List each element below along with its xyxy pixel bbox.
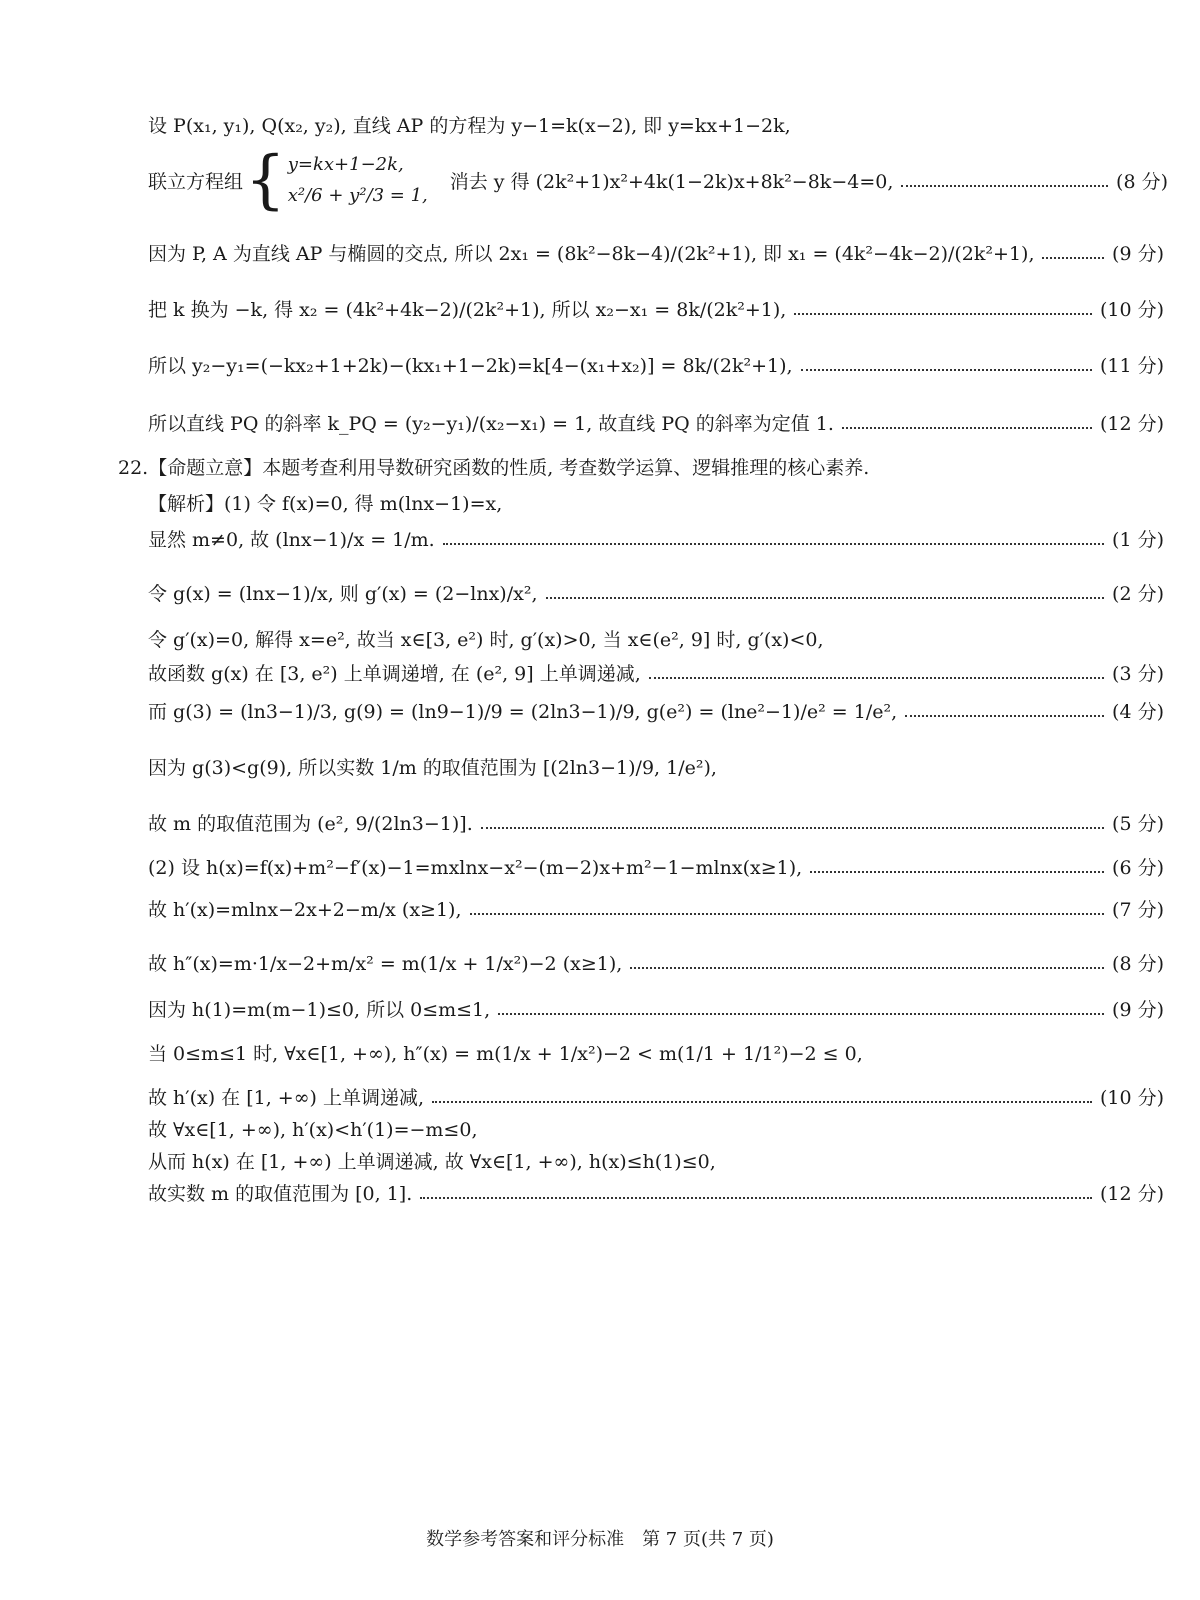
solution-line <box>148 988 1164 1028</box>
problem-heading <box>118 446 1164 486</box>
score-leader <box>432 1101 1092 1103</box>
score-label: (8 分) <box>1112 952 1164 975</box>
solution-text: 因为 P, A 为直线 AP 与椭圆的交点, 所以 2x₁ = (8k²−8k−4)/(2k²+1), 即 x₁ = (4k²−4k−2)/(2k²+1), <box>148 242 1035 265</box>
equation-system <box>288 154 428 206</box>
solution-text: 把 k 换为 −k, 得 x₂ = (4k²+4k−2)/(2k²+1), 所以 x₂−x₁ = 8k/(2k²+1), <box>148 298 787 321</box>
score-label: (11 分) <box>1099 354 1164 377</box>
solution-text: 故 h′(x) 在 [1, +∞) 上单调递减, <box>148 1086 425 1109</box>
score-label: (12 分) <box>1099 412 1164 435</box>
solution-line <box>148 942 1164 982</box>
solution-text: 因为 h(1)=m(m−1)≤0, 所以 0≤m≤1, <box>148 998 491 1021</box>
solution-text: 显然 m≠0, 故 (lnx−1)/x = 1/m. <box>148 528 435 551</box>
solution-text: (2) 设 h(x)=f(x)+m²−f′(x)−1=mxlnx−x²−(m−2)x+m²−1−mlnx(x≥1), <box>148 856 803 879</box>
score-leader <box>498 1013 1104 1015</box>
score-leader <box>810 871 1104 873</box>
solution-text: 令 g′(x)=0, 解得 x=e², 故当 x∈[3, e²) 时, g′(x)>0, 当 x∈(e², 9] 时, g′(x)<0, <box>148 628 824 651</box>
score-leader <box>546 597 1105 599</box>
score-leader <box>905 715 1104 717</box>
solution-line <box>148 1032 1164 1072</box>
solution-text: 故 h′(x)=mlnx−2x+2−m/x (x≥1), <box>148 898 462 921</box>
solution-text: 故函数 g(x) 在 [3, e²) 上单调递增, 在 (e², 9] 上单调递减, <box>148 662 641 685</box>
score-leader <box>470 913 1105 915</box>
score-label: (4 分) <box>1112 700 1164 723</box>
solution-line <box>148 482 1164 522</box>
score-leader <box>801 369 1092 371</box>
score-leader <box>901 185 1108 187</box>
solution-text: 当 0≤m≤1 时, ∀x∈[1, +∞), h″(x) = m(1/x + 1/x²)−2 < m(1/1 + 1/1²)−2 ≤ 0, <box>148 1042 863 1065</box>
score-leader <box>481 827 1104 829</box>
solution-text: 故 h″(x)=m·1/x−2+m/x² = m(1/x + 1/x²)−2 (x≥1), <box>148 952 623 975</box>
solution-line <box>148 690 1164 730</box>
system-prefix: 联立方程组 <box>148 170 244 193</box>
solution-line <box>148 104 1164 144</box>
score-label: (8 分) <box>1116 170 1168 193</box>
solution-text: 设 P(x₁, y₁), Q(x₂, y₂), 直线 AP 的方程为 y−1=k(x−2), 即 y=kx+1−2k, <box>148 114 791 137</box>
solution-line <box>148 888 1164 928</box>
solution-line <box>148 572 1164 612</box>
solution-line <box>148 232 1164 272</box>
score-leader <box>630 967 1104 969</box>
solution-line <box>148 802 1164 842</box>
page-footer: 数学参考答案和评分标准 第 7 页(共 7 页) <box>426 1529 774 1550</box>
score-leader <box>1042 257 1104 259</box>
solution-text: 故 ∀x∈[1, +∞), h′(x)<h′(1)=−m≤0, <box>148 1118 478 1141</box>
solution-line <box>148 402 1164 442</box>
score-label: (9 分) <box>1112 242 1164 265</box>
solution-text: 从而 h(x) 在 [1, +∞) 上单调递减, 故 ∀x∈[1, +∞), h(x)≤h(1)≤0, <box>148 1150 716 1173</box>
solution-line <box>148 652 1164 692</box>
score-leader <box>649 677 1104 679</box>
score-label: (3 分) <box>1112 662 1164 685</box>
solution-line <box>148 518 1164 558</box>
score-label: (7 分) <box>1112 898 1164 921</box>
analysis-text: 【解析】(1) 令 f(x)=0, 得 m(lnx−1)=x, <box>148 492 503 515</box>
equation-system-line <box>148 140 1168 220</box>
score-leader <box>443 543 1104 545</box>
score-label: (10 分) <box>1099 298 1164 321</box>
score-leader <box>420 1197 1092 1199</box>
score-label: (9 分) <box>1112 998 1164 1021</box>
solution-text: 故实数 m 的取值范围为 [0, 1]. <box>148 1182 413 1205</box>
solution-line <box>148 746 1164 786</box>
score-label: (6 分) <box>1112 856 1164 879</box>
solution-text: 而 g(3) = (ln3−1)/3, g(9) = (ln9−1)/9 = (2ln3−1)/9, g(e²) = (lne²−1)/e² = 1/e², <box>148 700 898 723</box>
system-equation-1: y=kx+1−2k, <box>287 154 404 175</box>
score-leader <box>794 313 1092 315</box>
score-label: (2 分) <box>1112 582 1164 605</box>
left-brace-symbol: { <box>245 143 286 217</box>
score-label: (1 分) <box>1112 528 1164 551</box>
solution-text: 因为 g(3)<g(9), 所以实数 1/m 的取值范围为 [(2ln3−1)/9, 1/e²), <box>148 756 717 779</box>
solution-line <box>148 344 1164 384</box>
solution-text: 故 m 的取值范围为 (e², 9/(2ln3−1)]. <box>148 812 473 835</box>
solution-text: 所以直线 PQ 的斜率 k_PQ = (y₂−y₁)/(x₂−x₁) = 1, 故直线 PQ 的斜率为定值 1. <box>148 412 834 435</box>
solution-line <box>148 288 1164 328</box>
system-equation-2: x²/6 + y²/3 = 1, <box>287 185 428 206</box>
score-leader <box>842 427 1092 429</box>
system-result: 消去 y 得 (2k²+1)x²+4k(1−2k)x+8k²−8k−4=0, <box>449 170 894 193</box>
solution-line <box>148 1172 1164 1212</box>
solution-text: 所以 y₂−y₁=(−kx₂+1+2k)−(kx₁+1−2k)=k[4−(x₁+x₂)] = 8k/(2k²+1), <box>148 354 793 377</box>
score-label: (12 分) <box>1099 1182 1164 1205</box>
solution-text: 令 g(x) = (lnx−1)/x, 则 g′(x) = (2−lnx)/x², <box>148 582 538 605</box>
score-label: (10 分) <box>1099 1086 1164 1109</box>
problem-intent-text: 22.【命题立意】本题考查利用导数研究函数的性质, 考查数学运算、逻辑推理的核心素养. <box>118 456 870 479</box>
score-label: (5 分) <box>1112 812 1164 835</box>
solution-line <box>148 846 1164 886</box>
